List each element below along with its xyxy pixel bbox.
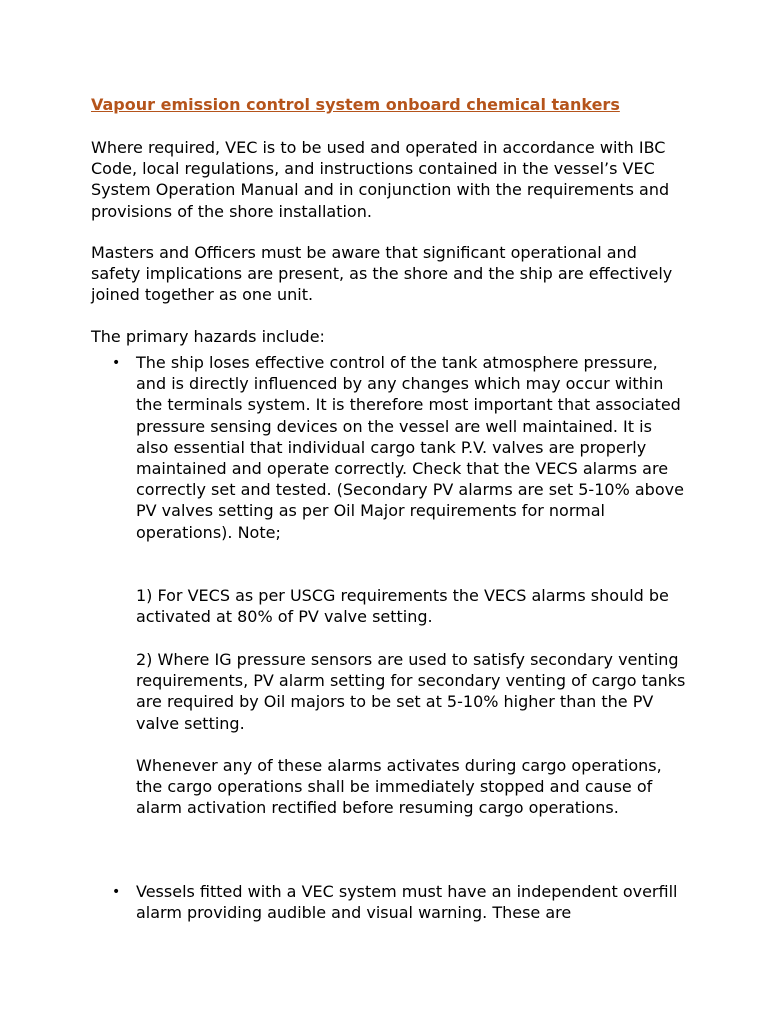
bullet-marker: • <box>112 884 121 900</box>
bullet-marker: • <box>112 355 121 371</box>
intro-paragraph: Where required, VEC is to be used and operated in accordance with IBC Code, local regulations, and instructions contained in the vessel’s VEC System Operation Manual and in conjunction with the requirements and provisions of the shore installation. <box>91 138 670 221</box>
document-title: Vapour emission control system onboard chemical tankers <box>91 95 620 114</box>
hazard-note-2: 2) Where IG pressure sensors are used to satisfy secondary venting requirements, PV alarm setting for secondary venting of cargo tanks are required by Oil majors to be set at 5-10% higher than the PV valve setting. <box>136 650 686 733</box>
hazard-note-1: 1) For VECS as per USCG requirements the VECS alarms should be activated at 80% of PV valve setting. <box>136 586 669 627</box>
hazard-note-3: Whenever any of these alarms activates during cargo operations, the cargo operations shall be immediately stopped and cause of alarm activation rectified before resuming cargo operations. <box>136 756 662 818</box>
hazards-heading: The primary hazards include: <box>91 327 325 346</box>
safety-paragraph: Masters and Officers must be aware that significant operational and safety implications are present, as the shore and the ship are effectively joined together as one unit. <box>91 243 673 305</box>
overfill-item-text: Vessels fitted with a VEC system must have an independent overfill alarm providing audible and visual warning. These are <box>136 882 678 923</box>
hazard-item-text: The ship loses effective control of the tank atmosphere pressure, and is directly influenced by any changes which may occur within the terminals system. It is therefore most important that associated pressure sensing devices on the vessel are well maintained. It is also essential that individual cargo tank P.V. valves are properly maintained and operate correctly. Check that the VECS alarms are correctly set and tested. (Secondary PV alarms are set 5-10% above PV valves setting as per Oil Major requirements for normal operations). Note; <box>136 353 684 542</box>
